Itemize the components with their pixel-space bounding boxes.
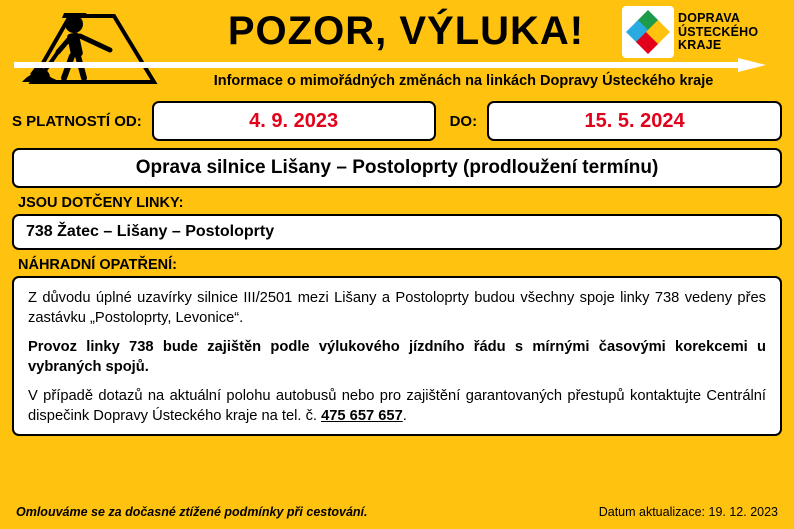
brand-logo-text xyxy=(678,12,758,53)
subject-box: Oprava silnice Lišany – Postoloprty (prodloužení termínu) xyxy=(12,148,782,188)
road-works-icon xyxy=(14,6,166,86)
validity-to-value: 15. 5. 2024 xyxy=(487,101,782,141)
measures-paragraph-2: Provoz linky 738 bude zajištěn podle výlukového jízdního řádu s mírnými časovými korekcemi u vybraných spojů. xyxy=(28,339,766,375)
brand-logo xyxy=(622,6,782,58)
validity-to-label: DO: xyxy=(449,112,478,130)
header xyxy=(0,0,794,98)
brand-logo-line3: KRAJE xyxy=(678,38,722,52)
brand-logo-line1: DOPRAVA xyxy=(678,11,741,25)
measures-label: NÁHRADNÍ OPATŘENÍ: xyxy=(18,257,177,273)
page-subtitle: Informace o mimořádných změnách na linkách Dopravy Ústeckého kraje xyxy=(213,73,714,89)
validity-from-label: S PLATNOSTÍ OD: xyxy=(12,112,142,130)
measures-paragraph-3-post: . xyxy=(402,408,407,424)
measures-paragraph-3 xyxy=(28,386,766,426)
arrow-divider xyxy=(14,58,766,72)
validity-from-value: 4. 9. 2023 xyxy=(152,101,436,141)
page-title: POZOR, VÝLUKA! xyxy=(227,9,585,53)
dopravy-usteckeho-kraje-logo-icon xyxy=(622,6,674,58)
update-date: Datum aktualizace: 19. 12. 2023 xyxy=(598,505,778,519)
measures-paragraph-3-pre: V případě dotazů na aktuální polohu autobusů nebo pro zajištění garantovaných přestupů kontaktujte Centrální dispečink Dopravy Ústeckého kraje na tel. č. xyxy=(28,388,766,424)
measures-box xyxy=(12,276,782,436)
validity-row xyxy=(12,100,782,142)
footer xyxy=(0,501,794,523)
dispatch-phone-number: 475 657 657 xyxy=(321,408,403,424)
affected-lines-label: JSOU DOTČENY LINKY: xyxy=(18,195,184,211)
apology-text: Omlouváme se za dočasné ztížené podmínky při cestování. xyxy=(16,505,368,519)
measures-paragraph-1: Z důvodu úplné uzavírky silnice III/2501 mezi Lišany a Postoloprty budou všechny spoje linky 738 vedeny přes zastávku „Postoloprty, Levonice“. xyxy=(28,290,766,326)
brand-logo-line2: ÚSTECKÉHO xyxy=(678,24,759,39)
affected-lines-value: 738 Žatec – Lišany – Postoloprty xyxy=(12,214,782,250)
